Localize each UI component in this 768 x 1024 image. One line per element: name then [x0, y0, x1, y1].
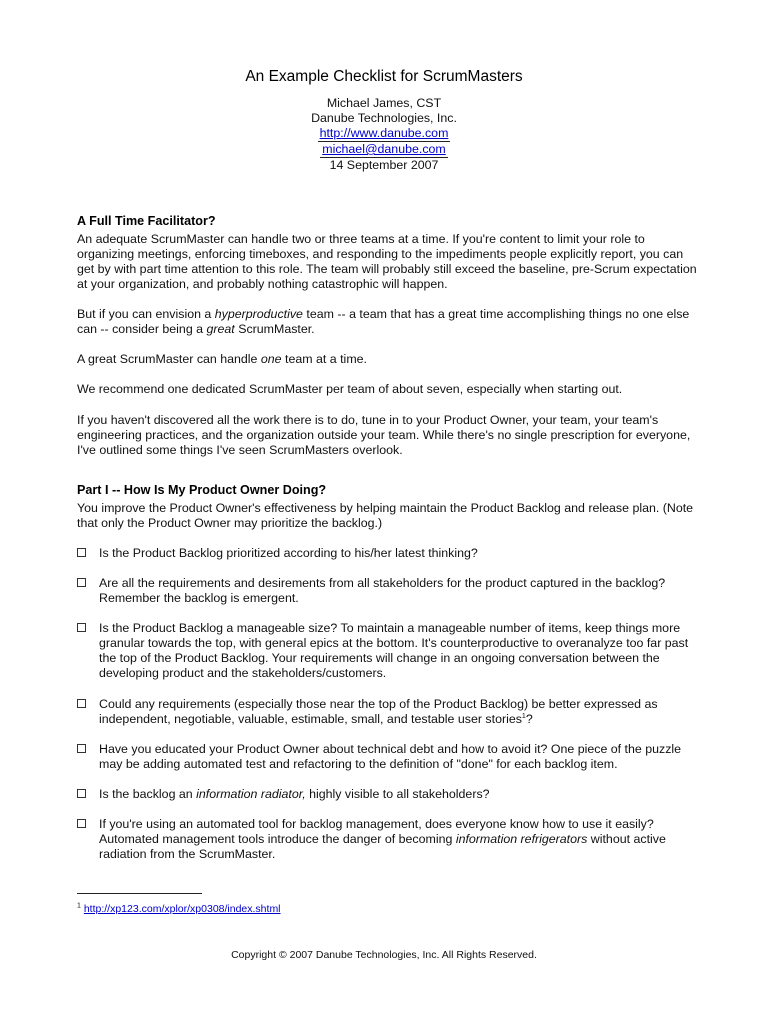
document-date: 14 September 2007	[329, 158, 439, 172]
checklist-item-text: Have you educated your Product Owner about technical debt and how to avoid it? One piece of the puzzle may be adding automated test and refactoring to the definition of "done" for each backlog item.	[99, 742, 682, 771]
checklist-item-text: Is the Product Backlog a manageable size? To maintain a manageable number of items, keep things more granular towards the top, with general epics at the bottom. It's counterproductive to overanalyze too far past the top of the Product Backlog. Your requirements will change in an ongoing conversation between the developing product and the stakeholders/customers.	[99, 621, 689, 680]
paragraph: But if you can envision a hyperproductive team -- a team that has a great time accomplishing things no one else can -- consider being a great ScrumMaster.	[77, 307, 690, 336]
footnote-marker: 1	[77, 902, 81, 910]
checkbox[interactable]	[77, 623, 86, 632]
section-heading-facilitator: A Full Time Facilitator?	[77, 214, 216, 228]
page-footer: Copyright © 2007 Danube Technologies, Inc. All Rights Reserved.	[231, 949, 537, 961]
checklist-item-text: Are all the requirements and desirements from all stakeholders for the product captured in the backlog? Remember the backlog is emergent.	[99, 576, 666, 605]
checklist-item-text: Could any requirements (especially those near the top of the Product Backlog) be better expressed as independent, negotiable, valuable, estimable, small, and testable user stories$^1$?	[99, 697, 658, 726]
paragraph: An adequate ScrumMaster can handle two or three teams at a time. If you're content to limit your role to organizing meetings, enforcing timeboxes, and responding to the impediments people explicitly report, you can get by with part time attention to this role. The team will probably still exceed the baseline, pre-Scrum expectation at your organization, and probably nothing catastrophic will happen.	[77, 232, 697, 291]
checkbox[interactable]	[77, 744, 86, 753]
footnote-ref: 1	[521, 712, 526, 720]
author-block	[0, 96, 768, 173]
footnote-divider	[77, 893, 202, 894]
paragraph: If you haven't discovered all the work there is to do, tune in to your Product Owner, your team, your team's engineering practices, and the organization outside your team. While there's no single prescription for everyone, I've outlined some things I've seen ScrumMasters overlook.	[77, 413, 691, 457]
checkbox[interactable]	[77, 699, 86, 708]
checklist-item-text: If you're using an automated tool for backlog management, does everyone know how to use it easily? Automated management tools introduce the danger of becoming information refrigerators without active radiation from the ScrumMaster.	[99, 817, 666, 861]
checkbox[interactable]	[77, 548, 86, 557]
paragraph: A great ScrumMaster can handle one team at a time.	[77, 352, 367, 366]
checklist-item-text: Is the backlog an information radiator, highly visible to all stakeholders?	[99, 787, 490, 801]
checkbox[interactable]	[77, 819, 86, 828]
checkbox[interactable]	[77, 789, 86, 798]
company-name: Danube Technologies, Inc.	[311, 111, 457, 125]
website-link[interactable]: http://www.danube.com	[319, 126, 449, 140]
paragraph: We recommend one dedicated ScrumMaster per team of about seven, especially when starting out.	[77, 382, 623, 396]
paragraph: You improve the Product Owner's effectiveness by helping maintain the Product Backlog and release plan. (Note that only the Product Owner may prioritize the backlog.)	[77, 501, 694, 530]
checklist-item-text: Is the Product Backlog prioritized according to his/her latest thinking?	[99, 546, 478, 560]
footnote-link[interactable]: http://xp123.com/xplor/xp0308/index.shtml	[83, 903, 281, 915]
checkbox[interactable]	[77, 578, 86, 587]
section-heading-product-owner: Part I -- How Is My Product Owner Doing?	[77, 483, 327, 497]
author-name: Michael James, CST	[326, 96, 442, 110]
email-link[interactable]: michael@danube.com	[322, 142, 446, 156]
document-title: An Example Checklist for ScrumMasters	[245, 68, 523, 85]
footnote	[77, 903, 281, 916]
